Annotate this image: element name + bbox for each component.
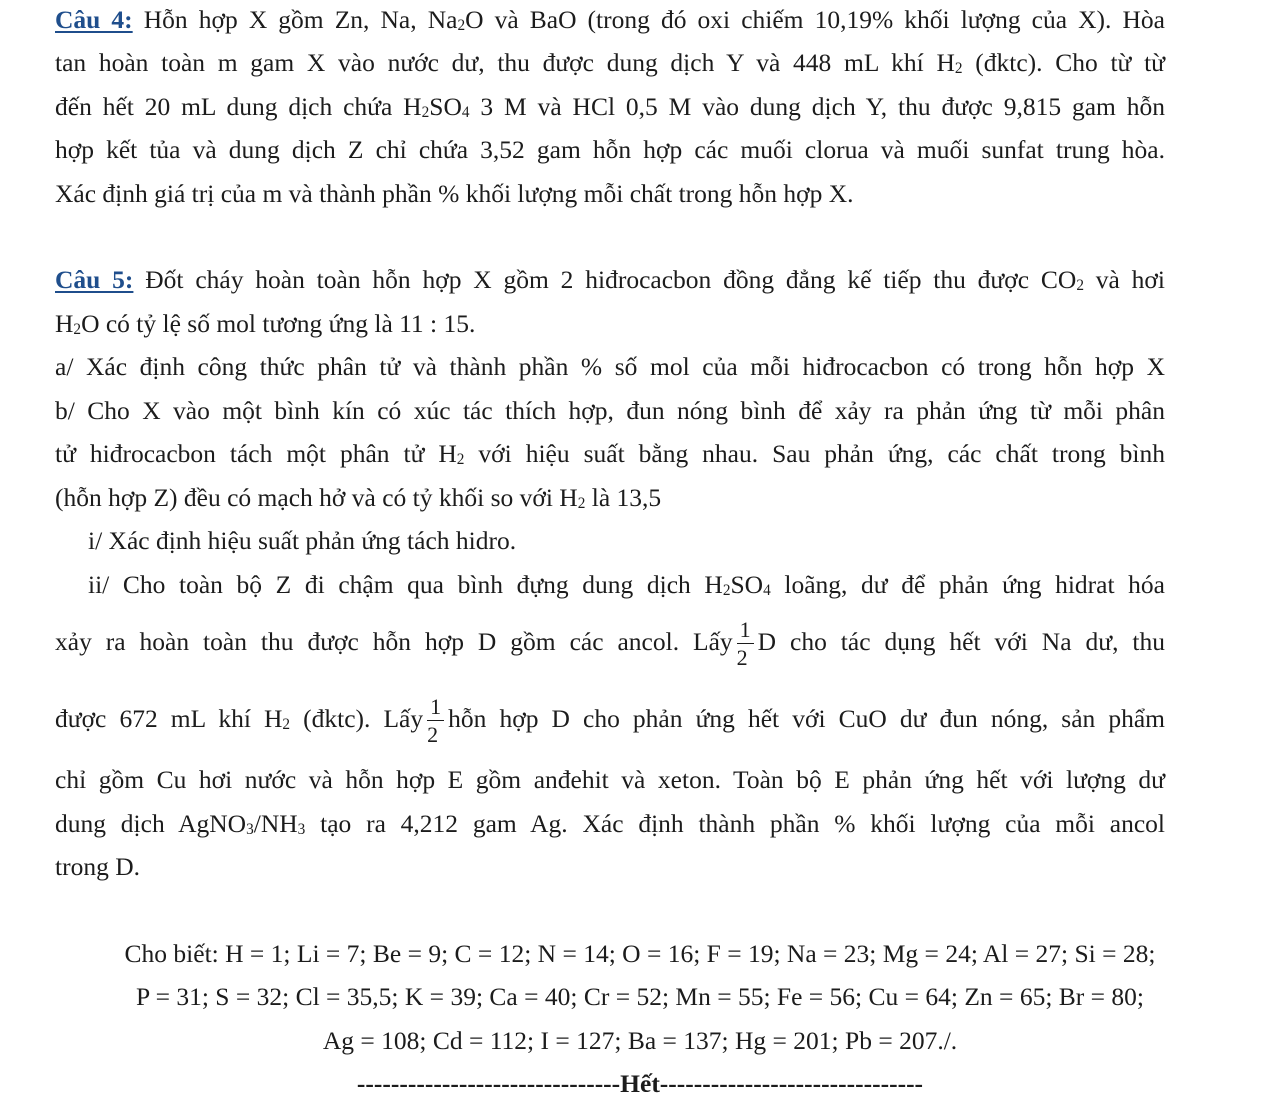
q5-text: hỗn hợp D cho phản ứng hết với CuO dư đun nóng, sản phẩm xyxy=(448,704,1166,733)
q5-text: dung dịch AgNO xyxy=(55,809,247,838)
q4-label: Câu 4: xyxy=(55,5,133,34)
q5-text: và hơi xyxy=(1083,265,1166,294)
subscript: 2 xyxy=(73,320,82,338)
q5-text: loãng, dư để phản ứng hidrat hóa xyxy=(770,570,1165,599)
subscript: 3 xyxy=(246,820,254,838)
q5-line-5 xyxy=(55,441,1165,467)
subscript: 2 xyxy=(456,450,465,468)
q4-text: SO xyxy=(429,92,462,121)
q5-line-12 xyxy=(55,811,1165,837)
q5-text: O có tỷ lệ số mol tương ứng là 11 : 15. xyxy=(81,309,476,338)
subscript: 2 xyxy=(282,715,291,733)
q5-text: D cho tác dụng hết với Na dư, thu xyxy=(757,627,1165,656)
q5-line-1 xyxy=(55,267,1165,293)
q5-text: H xyxy=(55,309,74,338)
q5-text: (hỗn hợp Z) đều có mạch hở và có tỷ khối so với H xyxy=(55,483,578,512)
subscript: 2 xyxy=(457,16,466,34)
fraction-numerator: 1 xyxy=(737,619,754,644)
q5-line-9 xyxy=(55,612,1165,672)
q4-text: 3 M và HCl 0,5 M vào dung dịch Y, thu được 9,815 gam hỗn xyxy=(469,92,1166,121)
end-marker: -------------------------------Hết------------------------------- xyxy=(356,1069,924,1098)
fraction-denominator: 2 xyxy=(736,645,748,671)
q4-line-4: hợp kết tủa và dung dịch Z chỉ chứa 3,52 gam hỗn hợp các muối clorua và muối sunfat trung hòa. xyxy=(55,135,1165,164)
subscript: 3 xyxy=(297,820,306,838)
fraction-denominator: 2 xyxy=(427,722,439,748)
q5-text: tử hiđrocacbon tách một phân tử H xyxy=(55,439,457,468)
q5-line-4: b/ Cho X vào một bình kín có xúc tác thích hợp, đun nóng bình để xảy ra phản ứng từ mỗi phân xyxy=(55,396,1165,425)
q4-text: (đktc). Cho từ từ xyxy=(962,48,1165,77)
q5-part-i: i/ Xác định hiệu suất phản ứng tách hidro. xyxy=(88,526,517,555)
fraction-one-half xyxy=(427,696,444,746)
atomic-mass-line-3: Ag = 108; Cd = 112; I = 127; Ba = 137; Hg = 201; Pb = 207./. xyxy=(322,1026,958,1055)
subscript: 2 xyxy=(722,581,731,599)
subscript: 4 xyxy=(461,103,470,121)
q4-line-2 xyxy=(55,50,1165,76)
q4-line-5: Xác định giá trị của m và thành phần % khối lượng mỗi chất trong hỗn hợp X. xyxy=(55,179,854,208)
subscript: 4 xyxy=(763,581,771,599)
q4-line-1 xyxy=(55,7,1165,33)
q5-line-3: a/ Xác định công thức phân tử và thành phần % số mol của mỗi hiđrocacbon có trong hỗn hợp X xyxy=(55,352,1165,381)
q5-label: Câu 5: xyxy=(55,265,134,294)
q4-line-3 xyxy=(55,94,1165,120)
q5-text: là 13,5 xyxy=(585,483,662,512)
q5-text: ii/ Cho toàn bộ Z đi chậm qua bình đựng dung dịch H xyxy=(88,570,723,599)
q5-line-13: trong D. xyxy=(55,852,140,881)
subscript: 2 xyxy=(1076,276,1084,294)
atomic-mass-line-1: Cho biết: H = 1; Li = 7; Be = 9; C = 12; N = 14; O = 16; F = 19; Na = 23; Mg = 24; Al = 27; Si = 28; xyxy=(124,939,1156,968)
subscript: 2 xyxy=(954,59,963,77)
q5-text: tạo ra 4,212 gam Ag. Xác định thành phần % khối lượng của mỗi ancol xyxy=(305,809,1165,838)
fraction-numerator: 1 xyxy=(427,696,444,721)
q5-line-11: chỉ gồm Cu hơi nước và hỗn hợp E gồm anđehit và xeton. Toàn bộ E phản ứng hết với lượng dư xyxy=(55,765,1165,794)
q4-text: O và BaO (trong đó oxi chiếm 10,19% khối lượng của X). Hòa xyxy=(465,5,1165,34)
q5-text: (đktc). Lấy xyxy=(290,704,424,733)
q4-text: tan hoàn toàn m gam X vào nước dư, thu được dung dịch Y và 448 mL khí H xyxy=(55,48,955,77)
q5-line-10 xyxy=(55,689,1165,749)
q5-text: Đốt cháy hoàn toàn hỗn hợp X gồm 2 hiđrocacbon đồng đẳng kế tiếp thu được CO xyxy=(133,265,1077,294)
q5-text: /NH xyxy=(253,809,298,838)
subscript: 2 xyxy=(577,494,586,512)
q5-text: được 672 mL khí H xyxy=(55,704,283,733)
atomic-mass-line-2: P = 31; S = 32; Cl = 35,5; K = 39; Ca = 40; Cr = 52; Mn = 55; Fe = 56; Cu = 64; Zn = 65; Br = 80; xyxy=(135,982,1144,1011)
q5-line-6 xyxy=(55,485,1165,511)
q5-text: SO xyxy=(730,570,764,599)
q5-text: xảy ra hoàn toàn thu được hỗn hợp D gồm các ancol. Lấy xyxy=(55,627,733,656)
fraction-one-half xyxy=(737,619,754,669)
subscript: 2 xyxy=(421,103,430,121)
q4-text: Hỗn hợp X gồm Zn, Na, Na xyxy=(132,5,458,34)
q5-text: với hiệu suất bằng nhau. Sau phản ứng, các chất trong bình xyxy=(464,439,1165,468)
q5-part-ii xyxy=(88,572,1165,598)
q5-line-2 xyxy=(55,311,1165,337)
q4-text: đến hết 20 mL dung dịch chứa H xyxy=(55,92,422,121)
